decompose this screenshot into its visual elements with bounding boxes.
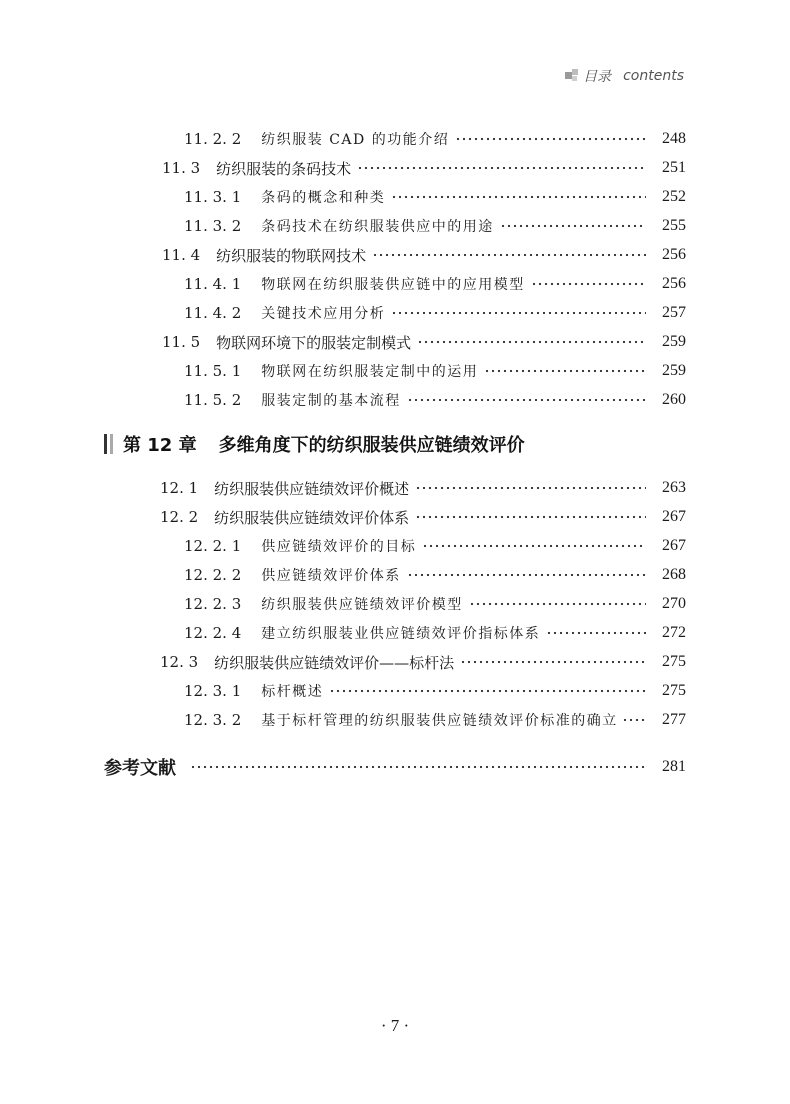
toc-entry-page: 248 [662, 130, 686, 147]
toc-entry-title: 基于标杆管理的纺织服装供应链绩效评价标准的确立 [261, 713, 618, 729]
running-header [565, 66, 684, 86]
header-label-cn: 目录 [583, 69, 612, 85]
dot-leader [460, 660, 646, 664]
toc-entry-number: 11. 2. 2 [184, 130, 242, 148]
toc-entry-number: 12. 3. 1 [184, 682, 242, 700]
toc-entry-11-3-1[interactable] [0, 184, 790, 210]
toc-entry-page: 257 [662, 304, 686, 321]
toc-entry-11-5[interactable] [0, 329, 790, 355]
toc-entry-12-3[interactable] [0, 649, 790, 675]
toc-entry-title: 纺织服装 CAD 的功能介绍 [261, 132, 450, 148]
toc-entry-page: 259 [662, 333, 686, 350]
toc-entry-11-2-2[interactable] [0, 126, 790, 152]
toc-entry-number: 11. 5. 2 [184, 391, 242, 409]
toc-entry-number: 12. 2. 3 [184, 595, 242, 613]
toc-entry-page: 267 [662, 508, 686, 525]
toc-entry-title: 纺织服装供应链绩效评价体系 [214, 508, 410, 527]
dot-leader [422, 544, 646, 548]
toc-entry-page: 275 [662, 653, 686, 670]
toc-entry-title: 纺织服装的物联网技术 [216, 246, 367, 265]
toc-entry-number: 11. 3 [162, 159, 201, 177]
toc-entry-12-2-4[interactable] [0, 620, 790, 646]
dot-leader [417, 340, 646, 344]
toc-entry-number: 11. 5. 1 [184, 362, 242, 380]
toc-entry-page: 260 [662, 391, 686, 408]
dot-leader [391, 311, 646, 315]
chapter-marker-bar [110, 434, 113, 454]
dot-leader [415, 515, 646, 519]
dot-leader [531, 282, 646, 286]
toc-entry-12-3-1[interactable] [0, 678, 790, 704]
dot-leader [190, 765, 646, 769]
page-number: · 7 · [380, 1016, 410, 1035]
toc-entry-number: 11. 4. 1 [184, 275, 242, 293]
dot-leader [329, 689, 646, 693]
dot-leader [469, 602, 646, 606]
toc-entry-number: 11. 3. 2 [184, 217, 242, 235]
toc-entry-title: 纺织服装供应链绩效评价模型 [261, 597, 463, 613]
toc-entry-title: 关键技术应用分析 [261, 306, 386, 322]
toc-entry-11-5-1[interactable] [0, 358, 790, 384]
toc-entry-12-2-2[interactable] [0, 562, 790, 588]
toc-entry-title: 标杆概述 [261, 684, 324, 700]
toc-entry-number: 12. 2 [160, 508, 199, 526]
dot-leader [415, 486, 646, 490]
toc-entry-page: 268 [662, 566, 686, 583]
toc-entry-page: 277 [662, 711, 686, 728]
dot-leader [546, 631, 646, 635]
toc-entry-number: 12. 3 [160, 653, 199, 671]
toc-entry-number: 11. 5 [162, 333, 201, 351]
references-page: 281 [662, 758, 686, 775]
toc-entry-number: 12. 3. 2 [184, 711, 242, 729]
toc-entry-number: 12. 2. 1 [184, 537, 242, 555]
toc-entry-number: 12. 2. 4 [184, 624, 242, 642]
header-label-en: contents [623, 68, 684, 84]
toc-entry-references[interactable] [0, 753, 790, 781]
toc-entry-12-2-3[interactable] [0, 591, 790, 617]
toc-entry-title: 建立纺织服装业供应链绩效评价指标体系 [261, 626, 541, 642]
toc-entry-number: 11. 4 [162, 246, 201, 264]
toc-entry-page: 267 [662, 537, 686, 554]
toc-entry-12-3-2[interactable] [0, 707, 790, 733]
toc-entry-page: 252 [662, 188, 686, 205]
toc-entry-11-4[interactable] [0, 242, 790, 268]
toc-entry-number: 11. 4. 2 [184, 304, 242, 322]
dot-leader [407, 573, 646, 577]
references-title: 参考文献 [104, 758, 176, 779]
chapter-title: 多维角度下的纺织服装供应链绩效评价 [218, 435, 525, 456]
toc-entry-title: 服装定制的基本流程 [261, 393, 401, 409]
dot-leader [372, 253, 646, 257]
dot-leader [622, 718, 648, 722]
chapter-label: 第 12 章 [123, 435, 197, 456]
header-ornament-icon [565, 69, 579, 83]
toc-entry-title: 纺织服装的条码技术 [216, 159, 352, 178]
toc-entry-11-4-2[interactable] [0, 300, 790, 326]
dot-leader [484, 369, 646, 373]
toc-entry-page: 256 [662, 275, 686, 292]
toc-entry-title: 纺织服装供应链绩效评价——标杆法 [214, 653, 455, 672]
toc-entry-title: 物联网在纺织服装定制中的运用 [261, 364, 479, 380]
dot-leader [407, 398, 646, 402]
toc-entry-title: 物联网环境下的服装定制模式 [216, 333, 412, 352]
toc-entry-page: 256 [662, 246, 686, 263]
dot-leader [357, 166, 646, 170]
chapter-marker-bar [104, 434, 107, 454]
toc-entry-title: 供应链绩效评价体系 [261, 568, 401, 584]
toc-entry-page: 270 [662, 595, 686, 612]
toc-entry-page: 251 [662, 159, 686, 176]
toc-entry-number: 11. 3. 1 [184, 188, 242, 206]
toc-entry-12-2[interactable] [0, 504, 790, 530]
dot-leader [391, 195, 646, 199]
toc-entry-number: 12. 1 [160, 479, 199, 497]
toc-entry-12-2-1[interactable] [0, 533, 790, 559]
toc-entry-title: 条码技术在纺织服装供应中的用途 [261, 219, 494, 235]
toc-entry-11-3[interactable] [0, 155, 790, 181]
toc-entry-11-5-2[interactable] [0, 387, 790, 413]
dot-leader [500, 224, 646, 228]
chapter-12-heading[interactable] [104, 430, 525, 458]
toc-entry-title: 纺织服装供应链绩效评价概述 [214, 479, 410, 498]
dot-leader [455, 137, 646, 141]
toc-entry-12-1[interactable] [0, 475, 790, 501]
toc-entry-title: 条码的概念和种类 [261, 190, 386, 206]
toc-entry-11-4-1[interactable] [0, 271, 790, 297]
toc-entry-11-3-2[interactable] [0, 213, 790, 239]
toc-entry-page: 275 [662, 682, 686, 699]
toc-entry-page: 272 [662, 624, 686, 641]
toc-entry-number: 12. 2. 2 [184, 566, 242, 584]
toc-entry-page: 255 [662, 217, 686, 234]
toc-entry-title: 物联网在纺织服装供应链中的应用模型 [261, 277, 525, 293]
toc-entry-title: 供应链绩效评价的目标 [261, 539, 417, 555]
toc-entry-page: 259 [662, 362, 686, 379]
toc-entry-page: 263 [662, 479, 686, 496]
